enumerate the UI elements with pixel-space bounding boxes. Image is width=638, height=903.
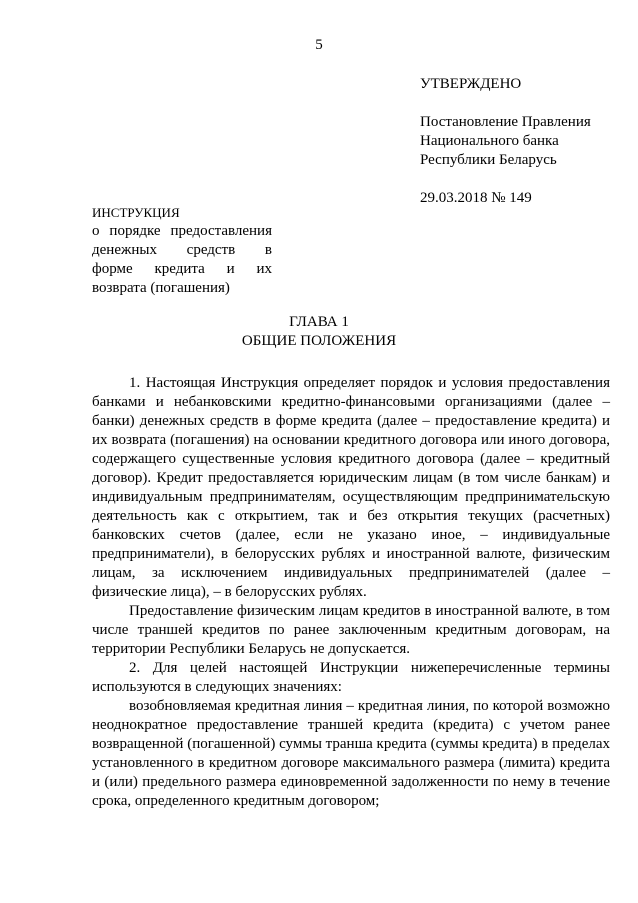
page-number: 5 [315,37,323,53]
chapter-title: ОБЩИЕ ПОЛОЖЕНИЯ [241,333,397,349]
instruction-subject-line: форме кредита и их [92,261,272,277]
paragraph: возобновляемая кредитная линия – кредитная линия, по которой возможно неоднократное предоставление траншей кредита (кредита) с учетом ранее возвращенной (погашенной) суммы транша кредита (суммы кредита) в пределах установленного в кредитном договоре максимального размера (лимита) кредита и (или) предельного размера единовременной задолженности по нему в течение срока, определенного кредитным договором; [92,698,610,809]
chapter-number: ГЛАВА 1 [289,314,349,330]
approved-heading: УТВЕРЖДЕНО [420,76,522,92]
decree-line: Постановление Правления [420,114,591,130]
instruction-label: ИНСТРУКЦИЯ [92,205,180,220]
paragraph: 2. Для целей настоящей Инструкции нижеперечисленные термины используются в следующих значениях: [92,660,610,695]
paragraph: 1. Настоящая Инструкция определяет порядок и условия предоставления банками и небанковскими кредитно-финансовыми организациями (далее – банки) денежных средств в форме кредита (далее – предоставление кредита) и их возврата (погашения) на основании кредитного договора или иного договора, содержащего существенные условия кредитного договора (далее – кредитный договор). Кредит предоставляется юридическим лицам (в том числе банкам) и индивидуальным предпринимателям, осуществляющим предпринимательскую деятельность как с открытием, так и без открытия текущих (расчетных) банковских счетов (далее, если не указано иное, – индивидуальные предприниматели), в белорусских рублях и иностранной валюте, физическим лицам, за исключением индивидуальных предпринимателей (далее – физические лица), – в белорусских рублях. [92,375,610,600]
approval-block [420,75,620,208]
document-body [92,374,610,811]
instruction-subject-line: о порядке предоставления [92,223,272,239]
decree-line: Республики Беларусь [420,152,557,168]
instruction-subject-line: возврата (погашения) [92,280,230,296]
chapter-heading [0,313,638,351]
decree-line: Национального банка [420,133,559,149]
decree-date-number: 29.03.2018 № 149 [420,190,532,206]
instruction-title-block [92,203,272,298]
instruction-subject-line: денежных средств в [92,242,272,258]
paragraph: Предоставление физическим лицам кредитов в иностранной валюте, в том числе траншей кредитов по ранее заключенным кредитным договорам, на территории Республики Беларусь не допускается. [92,603,610,657]
